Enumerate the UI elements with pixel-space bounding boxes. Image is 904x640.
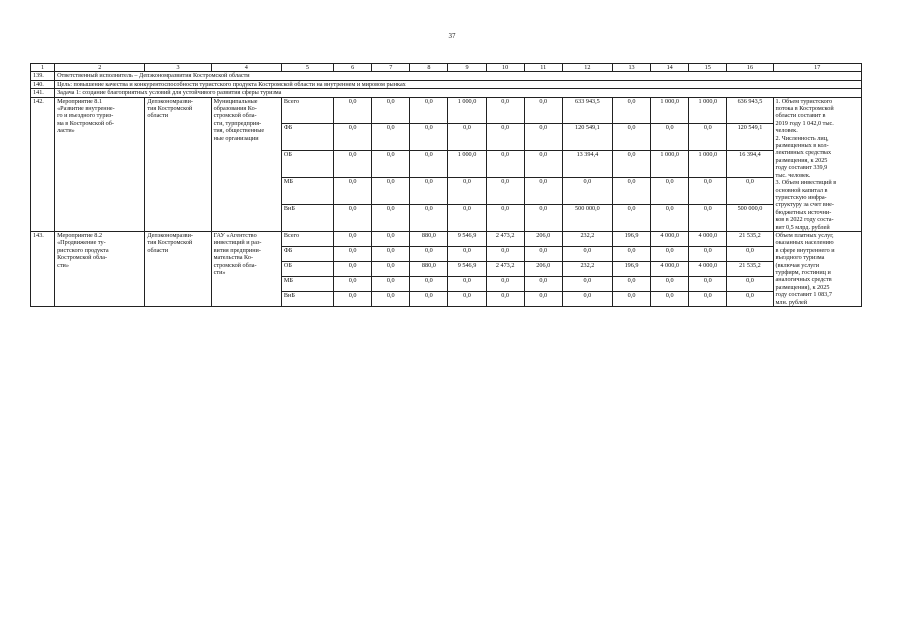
section-row: [31, 72, 862, 80]
funding-value: 0,0: [524, 151, 562, 178]
funding-value: 0,0: [486, 291, 524, 306]
funding-value: 636 943,5: [727, 97, 773, 124]
funding-value: 0,0: [410, 97, 448, 124]
participants-line: образования Ко-: [213, 105, 257, 113]
funding-value: 0,0: [372, 261, 410, 276]
section-row: [31, 80, 862, 88]
funding-value: 0,0: [486, 97, 524, 124]
funding-value: 206,0: [524, 231, 562, 246]
funding-value: 1 000,0: [651, 97, 689, 124]
column-number-cell: 2: [55, 64, 145, 72]
funding-value: 1 000,0: [651, 151, 689, 178]
funding-value: 0,0: [410, 276, 448, 291]
funding-value: 0,0: [334, 97, 372, 124]
funding-value: 120 549,1: [562, 124, 612, 151]
funding-value: 0,0: [448, 246, 486, 261]
funding-value: 0,0: [448, 205, 486, 232]
column-number-cell: 16: [727, 64, 773, 72]
funding-value: 0,0: [334, 261, 372, 276]
result-line: турфирм, гостиниц и: [775, 268, 831, 276]
funding-value: 0,0: [486, 178, 524, 205]
responsible-executor: [145, 231, 211, 306]
funding-value: 0,0: [448, 291, 486, 306]
measure-name-line: «Продвижение ту-: [57, 239, 106, 247]
funding-value: 0,0: [562, 276, 612, 291]
funding-value: 0,0: [524, 291, 562, 306]
funding-value: 0,0: [651, 276, 689, 291]
funding-value: 880,0: [410, 261, 448, 276]
funding-value: 0,0: [727, 276, 773, 291]
result-line: бюджетных источни-: [775, 208, 832, 216]
funding-value: 0,0: [486, 205, 524, 232]
funding-value: 1 000,0: [448, 151, 486, 178]
executor-line: Депэкономразви-: [147, 231, 193, 239]
funding-value: 0,0: [651, 291, 689, 306]
funding-value: 0,0: [372, 205, 410, 232]
funding-value: 0,0: [372, 246, 410, 261]
funding-value: 880,0: [410, 231, 448, 246]
result-line: потока в Костромской: [775, 105, 834, 113]
funding-value: 0,0: [410, 124, 448, 151]
funding-value: 0,0: [410, 246, 448, 261]
funding-value: 0,0: [372, 124, 410, 151]
expected-result: [773, 231, 861, 306]
funding-value: 16 394,4: [727, 151, 773, 178]
funding-value: 500 000,0: [562, 205, 612, 232]
result-line: аналогичных средств: [775, 276, 832, 284]
result-line: 2019 году 1 042,0 тыс.: [775, 119, 834, 127]
funding-value: 0,0: [334, 276, 372, 291]
funding-value: 0,0: [562, 246, 612, 261]
funding-value: 21 535,2: [727, 261, 773, 276]
funding-value: 0,0: [524, 276, 562, 291]
funding-value: 0,0: [689, 291, 727, 306]
participants: [211, 97, 281, 231]
row-number: 140.: [31, 80, 55, 88]
funding-value: 1 000,0: [448, 97, 486, 124]
column-number-cell: 9: [448, 64, 486, 72]
executor-line: области: [147, 112, 169, 120]
funding-value: 0,0: [334, 246, 372, 261]
funding-value: 206,0: [524, 261, 562, 276]
result-line: ков в 2022 году соста-: [775, 216, 834, 224]
funding-value: 0,0: [448, 276, 486, 291]
result-line: оказанных населению: [775, 239, 834, 247]
column-number-cell: 17: [773, 64, 861, 72]
column-number-cell: 13: [612, 64, 650, 72]
funding-value: 0,0: [486, 276, 524, 291]
funding-value: 0,0: [689, 276, 727, 291]
expected-result: [773, 97, 861, 231]
funding-value: 0,0: [334, 205, 372, 232]
funding-value: 0,0: [727, 178, 773, 205]
column-number-cell: 6: [334, 64, 372, 72]
funding-value: 0,0: [651, 178, 689, 205]
funding-source: МБ: [281, 178, 333, 205]
funding-source: ФБ: [281, 246, 333, 261]
column-number-cell: 4: [211, 64, 281, 72]
funding-value: 0,0: [410, 151, 448, 178]
funding-value: 0,0: [651, 124, 689, 151]
funding-value: 9 546,9: [448, 261, 486, 276]
funding-source: Всего: [281, 97, 333, 124]
funding-value: 0,0: [334, 231, 372, 246]
result-line: области составит в: [775, 112, 826, 120]
funding-value: 1 000,0: [689, 151, 727, 178]
funding-value: 0,0: [410, 178, 448, 205]
funding-row: [31, 231, 862, 246]
funding-value: 0,0: [562, 291, 612, 306]
funding-value: 0,0: [372, 276, 410, 291]
funding-value: 0,0: [689, 246, 727, 261]
funding-value: 0,0: [651, 205, 689, 232]
funding-value: 1 000,0: [689, 97, 727, 124]
funding-value: 0,0: [524, 97, 562, 124]
result-line: лективных средствах: [775, 149, 832, 157]
program-measures-table: [30, 63, 862, 307]
measure-name-line: «Развитие внутренне-: [57, 105, 115, 113]
section-text: Задача 1: создание благоприятных условий для устойчивого развития сферы туризма: [55, 89, 862, 97]
result-line: 3. Объем инвестиций в: [775, 179, 837, 187]
measure-name: [55, 97, 145, 231]
funding-value: 2 473,2: [486, 261, 524, 276]
funding-value: 4 000,0: [651, 231, 689, 246]
funding-value: 0,0: [334, 124, 372, 151]
funding-value: 4 000,0: [689, 261, 727, 276]
funding-value: 120 549,1: [727, 124, 773, 151]
funding-value: 0,0: [689, 124, 727, 151]
funding-value: 0,0: [612, 151, 650, 178]
result-line: въездного туризма: [775, 254, 825, 262]
funding-value: 0,0: [689, 205, 727, 232]
column-number-cell: 1: [31, 64, 55, 72]
funding-value: 0,0: [562, 178, 612, 205]
participants-line: вития предприни-: [213, 246, 261, 254]
measure-name: [55, 231, 145, 306]
funding-value: 0,0: [612, 276, 650, 291]
funding-value: 0,0: [448, 124, 486, 151]
funding-value: 13 394,4: [562, 151, 612, 178]
funding-value: 0,0: [334, 151, 372, 178]
funding-value: 2 473,2: [486, 231, 524, 246]
result-line: млн. рублей: [775, 298, 808, 306]
column-number-cell: 10: [486, 64, 524, 72]
result-line: структуру за счет вне-: [775, 201, 834, 209]
row-number: 142.: [31, 97, 55, 231]
funding-value: 0,0: [410, 291, 448, 306]
funding-value: 0,0: [612, 246, 650, 261]
column-number-cell: 8: [410, 64, 448, 72]
funding-value: 0,0: [486, 246, 524, 261]
measure-name-line: Мероприятие 8.1: [57, 97, 103, 105]
funding-value: 4 000,0: [651, 261, 689, 276]
participants-line: ные организации: [213, 134, 259, 142]
section-text: Ответственный исполнитель – Депэкономразвития Костромской области: [55, 72, 862, 80]
funding-source: Всего: [281, 231, 333, 246]
funding-value: 0,0: [612, 178, 650, 205]
column-number-cell: 3: [145, 64, 211, 72]
measure-name-line: ма в Костромской об-: [57, 119, 114, 127]
funding-value: 21 535,2: [727, 231, 773, 246]
funding-value: 0,0: [486, 124, 524, 151]
funding-value: 0,0: [689, 178, 727, 205]
measure-name-line: го и въездного туриз-: [57, 112, 114, 120]
funding-value: 0,0: [372, 231, 410, 246]
funding-source: ФБ: [281, 124, 333, 151]
result-line: году составит 339,9: [775, 164, 828, 172]
page-number: 37: [448, 32, 456, 40]
funding-value: 0,0: [612, 291, 650, 306]
result-line: размещения, к 2025: [775, 156, 828, 164]
funding-value: 633 943,5: [562, 97, 612, 124]
result-line: основной капитал в: [775, 186, 828, 194]
funding-value: 0,0: [612, 205, 650, 232]
section-text: Цель: повышение качества и конкурентоспособности туристского продукта Костромской области на внутреннем и мировом рынках: [55, 80, 862, 88]
participants-line: тия, общественные: [213, 127, 265, 135]
funding-value: 0,0: [524, 246, 562, 261]
funding-value: 0,0: [372, 151, 410, 178]
funding-source: МБ: [281, 276, 333, 291]
measure-name-line: Мероприятие 8.2: [57, 231, 103, 239]
funding-value: 0,0: [372, 178, 410, 205]
measure-name-line: ристского продукта: [57, 246, 109, 254]
funding-value: 0,0: [727, 291, 773, 306]
column-number-cell: 14: [651, 64, 689, 72]
participants-line: Муниципальные: [213, 97, 258, 105]
result-line: туристскую инфра-: [775, 193, 827, 201]
funding-value: 232,2: [562, 231, 612, 246]
participants-line: сти»: [213, 268, 226, 276]
funding-value: 0,0: [372, 97, 410, 124]
result-line: размещенных в кол-: [775, 142, 829, 150]
funding-value: 196,9: [612, 231, 650, 246]
result-line: (включая услуги: [775, 261, 820, 269]
funding-value: 9 546,9: [448, 231, 486, 246]
executor-line: тия Костромской: [147, 105, 193, 113]
funding-value: 0,0: [486, 151, 524, 178]
funding-value: 0,0: [612, 97, 650, 124]
funding-value: 0,0: [524, 178, 562, 205]
participants-line: инвестиций и раз-: [213, 239, 262, 247]
funding-value: 4 000,0: [689, 231, 727, 246]
column-number-cell: 11: [524, 64, 562, 72]
funding-value: 0,0: [612, 124, 650, 151]
funding-source: ОБ: [281, 261, 333, 276]
column-number-cell: 12: [562, 64, 612, 72]
funding-value: 0,0: [372, 291, 410, 306]
funding-source: ВнБ: [281, 291, 333, 306]
measure-name-line: ласти»: [57, 127, 75, 135]
funding-row: [31, 97, 862, 124]
funding-value: 0,0: [524, 124, 562, 151]
funding-source: ВнБ: [281, 205, 333, 232]
result-line: Объем платных услуг,: [775, 231, 834, 239]
result-line: размещения), к 2025: [775, 283, 830, 291]
responsible-executor: [145, 97, 211, 231]
column-number-cell: 7: [372, 64, 410, 72]
result-line: 2. Численность лиц,: [775, 134, 829, 142]
result-line: человек.: [775, 127, 798, 135]
participants-line: стромской обла-: [213, 261, 257, 269]
participants-line: мательства Ко-: [213, 254, 253, 262]
column-number-cell: 5: [281, 64, 333, 72]
funding-value: 0,0: [727, 246, 773, 261]
funding-value: 232,2: [562, 261, 612, 276]
funding-value: 196,9: [612, 261, 650, 276]
column-number-cell: 15: [689, 64, 727, 72]
executor-line: тия Костромской: [147, 239, 193, 247]
funding-value: 0,0: [334, 291, 372, 306]
funding-value: 500 000,0: [727, 205, 773, 232]
participants-line: стромской обла-: [213, 112, 257, 120]
result-line: в сфере внутреннего и: [775, 246, 835, 254]
funding-value: 0,0: [651, 246, 689, 261]
funding-value: 0,0: [524, 205, 562, 232]
result-line: вит 0,5 млрд. рублей: [775, 223, 830, 231]
row-number: 141.: [31, 89, 55, 97]
participants-line: ГАУ «Агентство: [213, 231, 257, 239]
result-line: 1. Объем туристского: [775, 97, 833, 105]
funding-value: 0,0: [410, 205, 448, 232]
funding-value: 0,0: [448, 178, 486, 205]
measure-name-line: Костромской обла-: [57, 254, 108, 262]
row-number: 139.: [31, 72, 55, 80]
measure-name-line: сти»: [57, 261, 69, 269]
participants-line: сти, турпредприя-: [213, 119, 262, 127]
row-number: 143.: [31, 231, 55, 306]
column-number-row: [31, 64, 862, 72]
participants: [211, 231, 281, 306]
result-line: году составит 1 083,7: [775, 291, 832, 299]
section-row: [31, 89, 862, 97]
funding-value: 0,0: [334, 178, 372, 205]
result-line: тыс. человек.: [775, 171, 811, 179]
executor-line: Депэкономразви-: [147, 97, 193, 105]
funding-source: ОБ: [281, 151, 333, 178]
executor-line: области: [147, 246, 169, 254]
